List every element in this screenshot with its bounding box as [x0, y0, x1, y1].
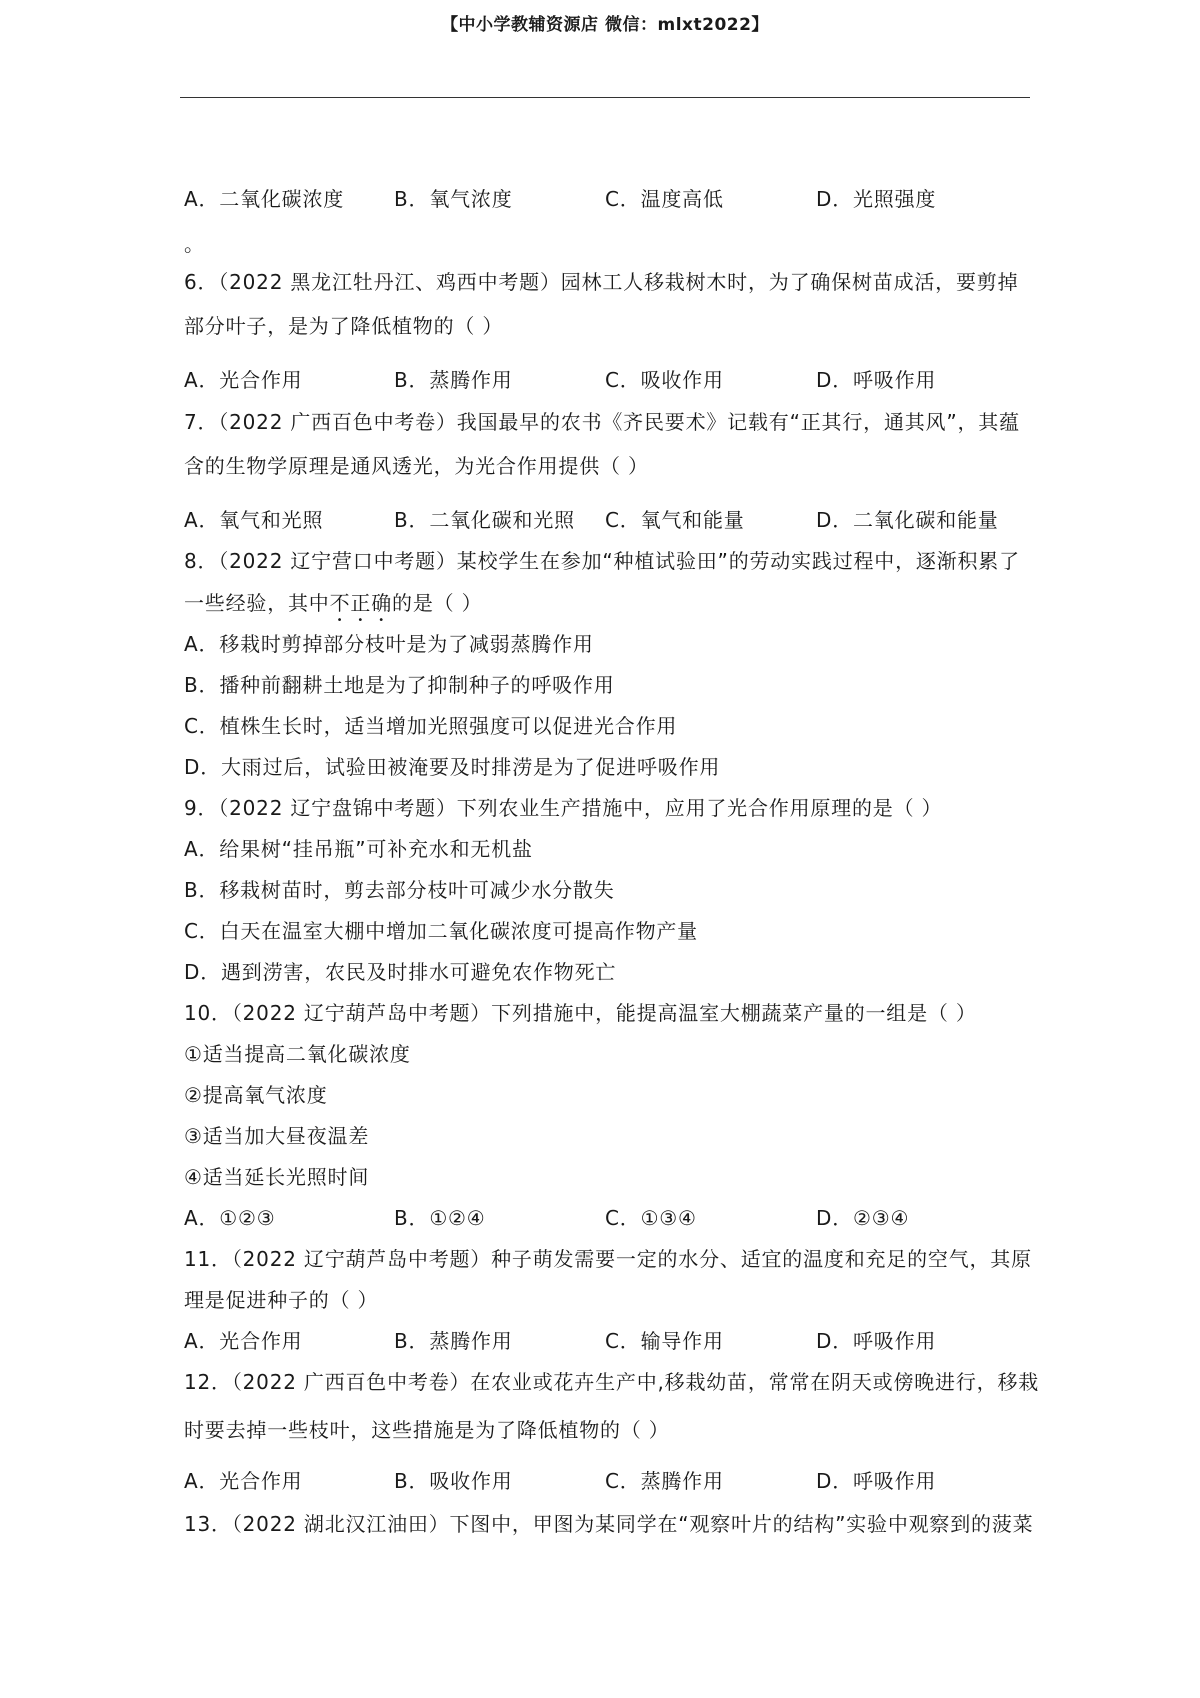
q5-tail: 。: [184, 232, 205, 256]
q10-item-3: ③适当加大昼夜温差: [184, 1124, 370, 1148]
q12-stem-line2: 时要去掉一些枝叶，这些措施是为了降低植物的（ ）: [184, 1418, 670, 1442]
q10-item-4: ④适当延长光照时间: [184, 1165, 370, 1189]
q10-stem-line1: 10．（2022 辽宁葫芦岛中考题）下列措施中，能提高温室大棚蔬菜产量的一组是（ ）: [184, 1001, 977, 1025]
q11-stem-line2: 理是促进种子的（ ）: [184, 1288, 379, 1312]
q8-emphasis-text: 不正确: [329, 591, 393, 615]
q6-stem-line1: 6．（2022 黑龙江牡丹江、鸡西中考题）园林工人移栽树木时，为了确保树苗成活，要剪掉: [184, 270, 1019, 294]
q9-stem-line1: 9．（2022 辽宁盘锦中考题）下列农业生产措施中，应用了光合作用原理的是（ ）: [184, 796, 943, 820]
q6-options: [184, 366, 1044, 394]
q7-option-d: D．二氧化碳和能量: [816, 508, 999, 532]
q8-stem-line2-post: 的是（ ）: [392, 591, 483, 615]
q9-option-d: D．遇到涝害，农民及时排水可避免农作物死亡: [184, 960, 617, 984]
q5-options: [184, 185, 1044, 213]
q11-options: [184, 1327, 1044, 1355]
q6-option-a: A．光合作用: [184, 368, 303, 392]
q11-option-a: A．光合作用: [184, 1329, 303, 1353]
page-header: [180, 6, 1030, 98]
q12-option-c: C．蒸腾作用: [605, 1469, 724, 1493]
q6-option-b: B．蒸腾作用: [394, 368, 513, 392]
q10-item-1: ①适当提高二氧化碳浓度: [184, 1042, 411, 1066]
q10-item-2: ②提高氧气浓度: [184, 1083, 328, 1107]
q7-option-a: A．氧气和光照: [184, 508, 324, 532]
q11-option-c: C．输导作用: [605, 1329, 724, 1353]
q12-options: [184, 1467, 1044, 1495]
q7-stem-line2: 含的生物学原理是通风透光，为光合作用提供（ ）: [184, 454, 649, 478]
q10-options: [184, 1204, 1044, 1232]
q8-option-a: A．移栽时剪掉部分枝叶是为了减弱蒸腾作用: [184, 632, 594, 656]
q5-option-a: A．二氧化碳浓度: [184, 187, 345, 211]
q11-option-b: B．蒸腾作用: [394, 1329, 513, 1353]
q8-option-c: C．植株生长时，适当增加光照强度可以促进光合作用: [184, 714, 678, 738]
q9-option-c: C．白天在温室大棚中增加二氧化碳浓度可提高作物产量: [184, 919, 698, 943]
q8-stem-line2-pre: 一些经验，其中: [184, 591, 330, 615]
header-text: 【中小学教辅资源店 微信：mlxt2022】: [441, 15, 769, 35]
q8-stem-line1: 8．（2022 辽宁营口中考题）某校学生在参加“种植试验田”的劳动实践过程中，逐渐积累了: [184, 549, 1020, 573]
q11-option-d: D．呼吸作用: [816, 1329, 937, 1353]
q6-option-c: C．吸收作用: [605, 368, 724, 392]
q12-option-d: D．呼吸作用: [816, 1469, 937, 1493]
q7-options: [184, 506, 1044, 534]
q10-option-d: D．②③④: [816, 1206, 910, 1230]
q10-option-b: B．①②④: [394, 1206, 486, 1230]
q8-stem-line2: [184, 589, 482, 626]
q7-option-b: B．二氧化碳和光照: [394, 508, 575, 532]
q5-option-d: D．光照强度: [816, 187, 937, 211]
q5-option-c: C．温度高低: [605, 187, 724, 211]
q10-option-a: A．①②③: [184, 1206, 276, 1230]
q12-option-b: B．吸收作用: [394, 1469, 513, 1493]
q12-stem-line1: 12．（2022 广西百色中考卷）在农业或花卉生产中,移栽幼苗，常常在阴天或傍晚进行，移栽: [184, 1370, 1040, 1394]
q7-option-c: C．氧气和能量: [605, 508, 745, 532]
q9-option-b: B．移栽树苗时，剪去部分枝叶可减少水分散失: [184, 878, 615, 902]
q7-stem-line1: 7．（2022 广西百色中考卷）我国最早的农书《齐民要术》记载有“正其行，通其风”，其蕴: [184, 410, 1020, 434]
q12-option-a: A．光合作用: [184, 1469, 303, 1493]
q13-stem-line1: 13．（2022 湖北汉江油田）下图中，甲图为某同学在“观察叶片的结构”实验中观察到的菠菜: [184, 1512, 1034, 1536]
q6-option-d: D．呼吸作用: [816, 368, 937, 392]
q5-option-b: B．氧气浓度: [394, 187, 513, 211]
q6-stem-line2: 部分叶子，是为了降低植物的（ ）: [184, 314, 504, 338]
q9-option-a: A．给果树“挂吊瓶”可补充水和无机盐: [184, 837, 533, 861]
q11-stem-line1: 11．（2022 辽宁葫芦岛中考题）种子萌发需要一定的水分、适宜的温度和充足的空气，其原: [184, 1247, 1032, 1271]
q8-option-d: D．大雨过后，试验田被淹要及时排涝是为了促进呼吸作用: [184, 755, 721, 779]
q8-option-b: B．播种前翻耕土地是为了抑制种子的呼吸作用: [184, 673, 615, 697]
q10-option-c: C．①③④: [605, 1206, 697, 1230]
